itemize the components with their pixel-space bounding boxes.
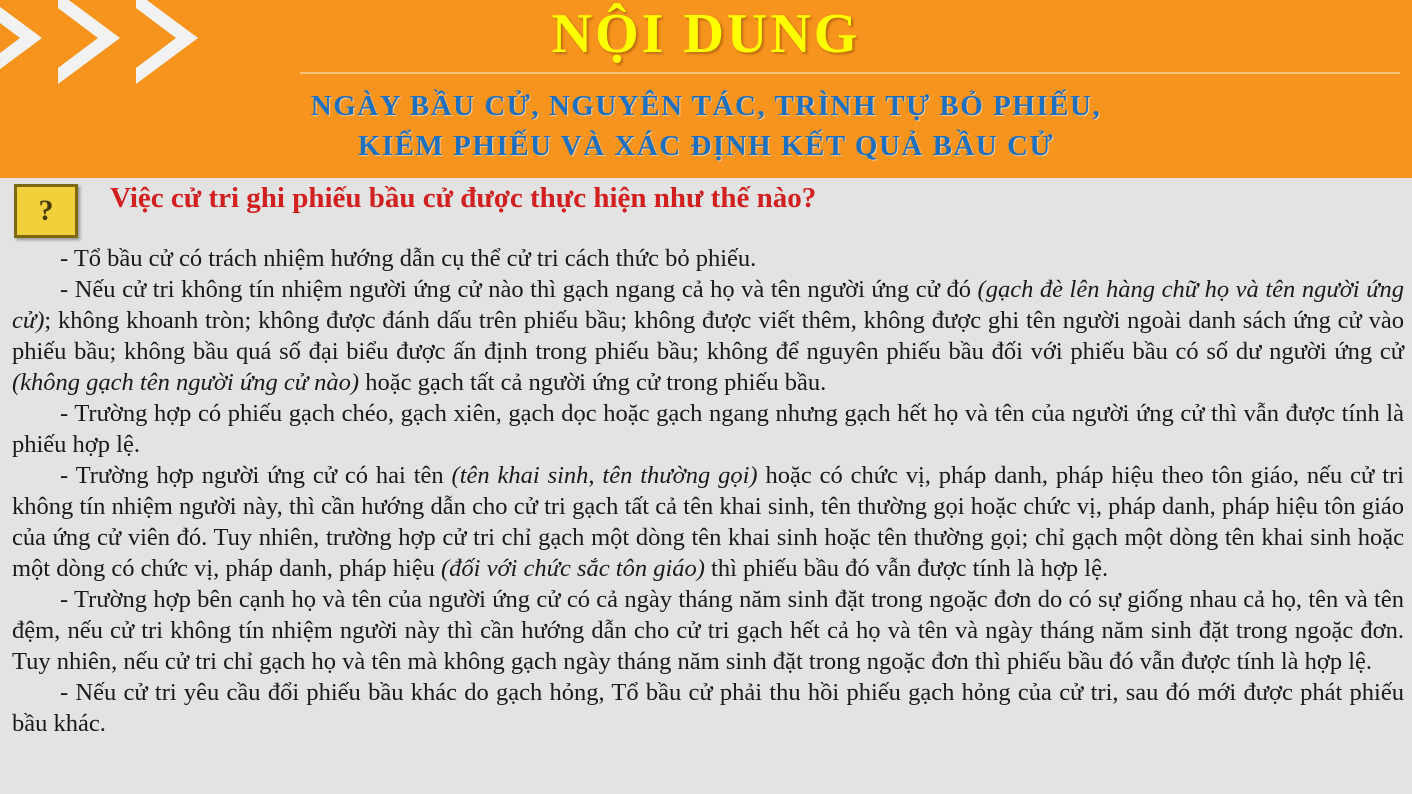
paragraph-text: thì phiếu bầu đó vẫn được tính là hợp lệ.: [704, 555, 1109, 582]
page-subtitle-line2: KIỂM PHIẾU VÀ XÁC ĐỊNH KẾT QUẢ BẦU CỬ: [357, 130, 1055, 162]
paragraph-text: - Trường hợp có phiếu gạch chéo, gạch xiên, gạch dọc hoặc gạch ngang nhưng gạch hết họ và tên của người ứng cử thì vẫn được tính là phiếu hợp lệ.: [12, 400, 1404, 458]
emphasis-text: (gạch đè lên hàng chữ họ và tên người ứng cử): [12, 276, 1404, 334]
page-subtitle-line1: NGÀY BẦU CỬ, NGUYÊN TÁC, TRÌNH TỰ BỎ PHIẾU,: [310, 90, 1102, 122]
page-title: NỘI DUNG: [551, 3, 861, 65]
emphasis-text: (tên khai sinh, tên thường gọi): [451, 462, 758, 489]
page-subtitle: [0, 86, 1412, 166]
paragraph-text: hoặc có chức vị, pháp danh, pháp hiệu theo tôn giáo, nếu cử tri không tín nhiệm người này, thì cần hướng dẫn cho cử tri gạch tất cả tên khai sinh, tên thường gọi hoặc chức vị, pháp danh, pháp hiệu tôn giáo của ứng cử viên đó. Tuy nhiên, trường hợp cử tri chỉ gạch một dòng tên khai sinh hoặc tên thường gọi; chỉ gạch một dòng tên khai sinh hoặc một dòng có chức vị, pháp danh, pháp hiệu: [12, 462, 1404, 582]
paragraph-text: hoặc gạch tất cả người ứng cử trong phiếu bầu.: [359, 369, 827, 396]
question-mark-icon: ?: [14, 184, 78, 238]
header-divider: [300, 72, 1400, 74]
paragraph-text: - Nếu cử tri yêu cầu đổi phiếu bầu khác do gạch hỏng, Tổ bầu cử phải thu hồi phiếu gạch hỏng của cử tri, sau đó mới được phát phiếu bầu khác.: [12, 679, 1404, 737]
content-paragraph: [12, 274, 1404, 398]
content-paragraph: [12, 677, 1404, 739]
paragraph-text: - Tổ bầu cử có trách nhiệm hướng dẫn cụ thể cử tri cách thức bỏ phiếu.: [60, 245, 757, 272]
content-paragraph: [12, 243, 1404, 274]
question-row: [0, 182, 1412, 236]
emphasis-text: (không gạch tên người ứng cử nào): [12, 369, 360, 396]
paragraph-text: - Trường hợp người ứng cử có hai tên: [60, 462, 452, 489]
question-heading: Việc cử tri ghi phiếu bầu cử được thực hiện như thế nào?: [110, 182, 817, 214]
paragraph-text: ; không khoanh tròn; không được đánh dấu trên phiếu bầu; không được viết thêm, không được ghi tên người ngoài danh sách ứng cử vào phiếu bầu; không bầu quá số đại biểu được ấn định trong phiếu bầu; không để nguyên phiếu bầu đối với phiếu bầu có số dư người ứng cử: [12, 307, 1404, 365]
emphasis-text: (đối với chức sắc tôn giáo): [441, 555, 705, 582]
paragraph-text: - Trường hợp bên cạnh họ và tên của người ứng cử có cả ngày tháng năm sinh đặt trong ngoặc đơn do có sự giống nhau cả họ, tên và tên đệm, nếu cử tri không tín nhiệm người này thì cần hướng dẫn cho cử tri gạch hết cả họ và tên và ngày tháng năm sinh đặt trong ngoặc đơn. Tuy nhiên, nếu cử tri chỉ gạch họ và tên mà không gạch ngày tháng năm sinh đặt trong ngoặc đơn thì phiếu bầu đó vẫn được tính là hợp lệ.: [12, 586, 1404, 675]
paragraph-text: - Nếu cử tri không tín nhiệm người ứng cử nào thì gạch ngang cả họ và tên người ứng cử đó: [60, 276, 978, 303]
content-body: [12, 243, 1404, 739]
content-paragraph: [12, 584, 1404, 677]
content-paragraph: [12, 398, 1404, 460]
slide-header: [0, 0, 1412, 178]
content-paragraph: [12, 460, 1404, 584]
